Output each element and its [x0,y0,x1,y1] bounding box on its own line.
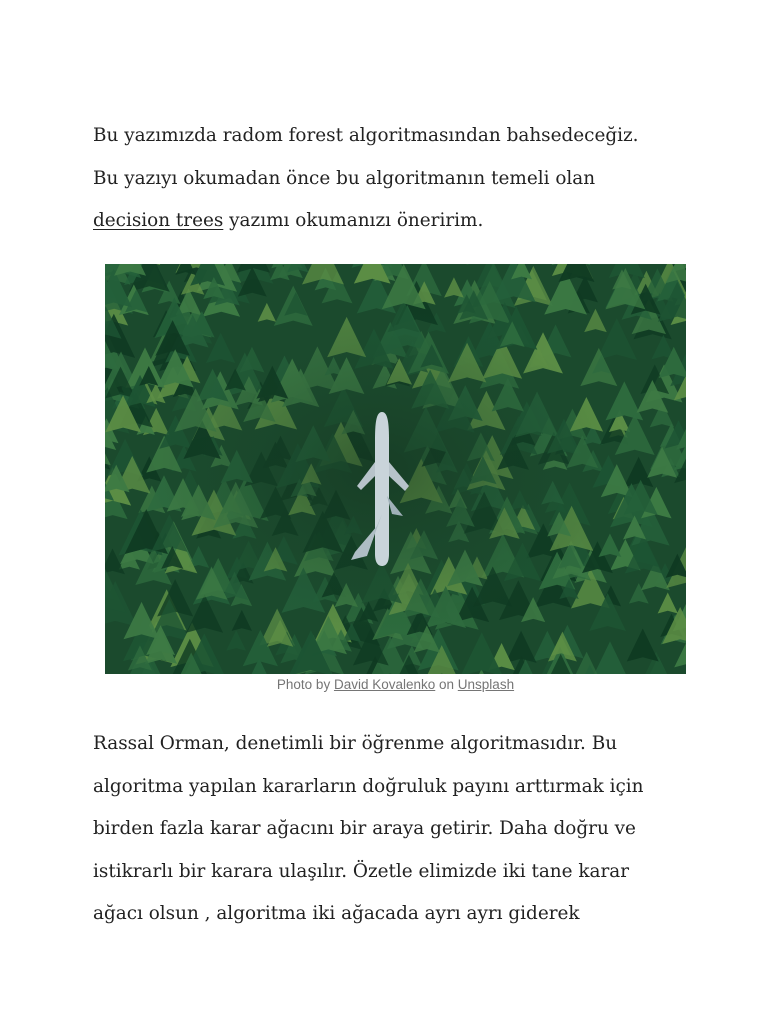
decision-trees-link[interactable]: decision trees [93,210,224,232]
intro-line-1: Bu yazımızda radom forest algoritmasından bahsedeceğiz. [93,125,639,146]
photo-author-link[interactable]: David Kovalenko [333,677,436,692]
caption-prefix: Photo by [276,677,334,692]
intro-line-3 [93,200,693,243]
body-line: istikrarlı bir karara ulaşılır. Özetle elimizde iki tane karar [93,860,630,882]
article-figure [105,264,686,694]
body-line: ağacı olsun , algoritma iki ağacada ayrı ayrı giderek [93,903,580,924]
body-line: birden fazla karar ağacını bir araya getirir. Daha doğru ve [93,818,636,839]
body-line: algoritma yapılan kararların doğruluk payını arttırmak için [93,775,644,797]
intro-line-3-rest: yazımı okumanızı öneririm. [223,210,484,232]
intro-line-2: Bu yazıyı okumadan önce bu algoritmanın temeli olan [93,167,596,189]
forest-airplane-photo [105,264,686,674]
article-intro [93,115,693,243]
caption-middle: on [435,677,458,692]
photo-caption [105,676,686,694]
article-body [93,723,703,936]
unsplash-link[interactable]: Unsplash [457,677,515,692]
body-line: Rassal Orman, denetimli bir öğrenme algoritmasıdır. Bu [93,733,618,754]
